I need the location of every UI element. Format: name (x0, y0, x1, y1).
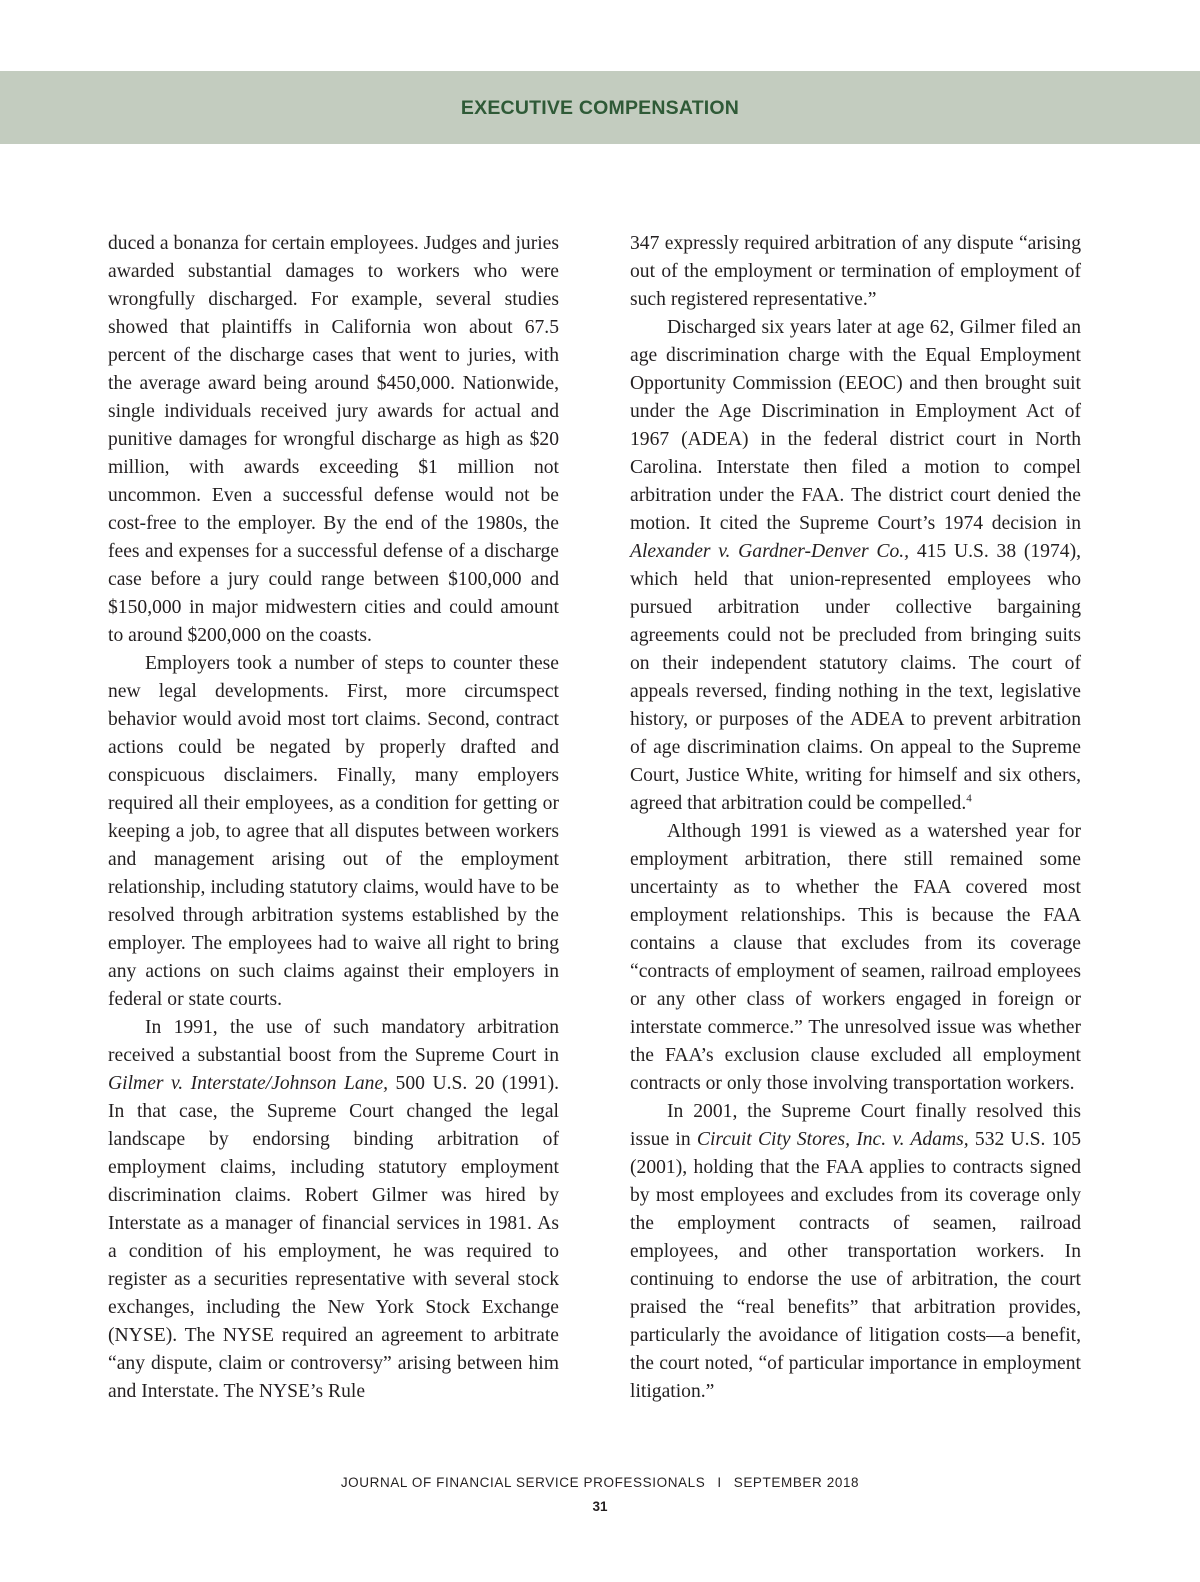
case-citation: Alexander v. Gardner-Denver Co., (630, 541, 910, 562)
paragraph: duced a bonanza for certain employees. Judges and juries awarded substantial damages to workers who were wrongfully discharged. For example, several studies showed that plaintiffs in California won about 67.5 percent of the discharge cases that went to juries, with the average award being around $450,000. Nationwide, single individuals received jury awards for actual and punitive damages for wrongful discharge as high as $20 million, with awards exceeding $1 million not uncommon. Even a successful defense would not be cost-free to the employer. By the end of the 1980s, the fees and expenses for a successful defense of a discharge case before a jury could range between $100,000 and $150,000 in major midwestern cities and could amount to around $200,000 on the coasts. (108, 233, 559, 646)
case-citation: Gilmer v. Interstate/Johnson Lane, (108, 1073, 389, 1094)
paragraph: Employers took a number of steps to counter these new legal developments. First, more circumspect behavior would avoid most tort claims. Second, contract actions could be negated by properly drafted and conspicuous disclaimers. Finally, many employers required all their employees, as a condition for getting or keeping a job, to agree that all disputes between workers and management arising out of the employment relationship, including statutory claims, would have to be resolved through arbitration systems established by the employer. The employees had to waive all right to bring any actions on such claims against their employers in federal or state courts. (108, 653, 559, 1010)
paragraph: Although 1991 is viewed as a watershed year for employment arbitration, there still remained some uncertainty as to whether the FAA covered most employment relationships. This is because the FAA contains a clause that excludes from its coverage “contracts of employment of seamen, railroad employees or any other class of workers engaged in foreign or interstate commerce.” The unresolved issue was whether the FAA’s exclusion clause excluded all employment contracts or only those involving transportation workers. (630, 821, 1081, 1094)
paragraph: 347 expressly required arbitration of any dispute “arising out of the employment or termination of employment of such registered representative.” (630, 233, 1081, 310)
page-number: 31 (592, 1499, 608, 1514)
right-column (630, 230, 1081, 1406)
paragraph-text: 415 U.S. 38 (1974), which held that union-represented employees who pursued arbitration under collective bargaining agreements could not be precluded from bringing suits on their independent statutory claims. The court of appeals reversed, finding nothing in the text, legislative history, or purposes of the ADEA to prevent arbitration of age discrimination claims. On appeal to the Supreme Court, Justice White, writing for himself and six others, agreed that arbitration could be compelled. (630, 541, 1081, 814)
paragraph-text: 500 U.S. 20 (1991). In that case, the Supreme Court changed the legal landscape by endorsing binding arbitration of employment claims, including statutory employment discrimination claims. Robert Gilmer was hired by Interstate as a manager of financial services in 1981. As a condition of his employment, he was required to register as a securities representative with several stock exchanges, including the New York Stock Exchange (NYSE). The NYSE required an agreement to arbitrate “any dispute, claim or controversy” arising between him and Interstate. The NYSE’s Rule (108, 1073, 559, 1402)
journal-name: JOURNAL OF FINANCIAL SERVICE PROFESSIONALS (340, 1475, 706, 1490)
paragraph-text: Discharged six years later at age 62, Gilmer filed an age discrimination charge with the Equal Employment Opportunity Commission (EEOC) and then brought suit under the Age Discrimination in Employment Act of 1967 (ADEA) in the federal district court in North Carolina. Interstate then filed a motion to compel arbitration under the FAA. The district court denied the motion. It cited the Supreme Court’s 1974 decision in (630, 317, 1081, 534)
paragraph-text: 532 U.S. 105 (2001), holding that the FAA applies to contracts signed by most employees and excludes from its coverage only the employment contracts of seamen, railroad employees, and other transportation workers. In continuing to endorse the use of arbitration, the court praised the “real benefits” that arbitration provides, particularly the avoidance of litigation costs—a benefit, the court noted, “of particular importance in employment litigation.” (630, 1129, 1081, 1402)
footer-line (0, 1475, 1200, 1490)
paragraph (630, 314, 1081, 818)
paragraph (108, 1014, 559, 1406)
footnote-marker: 4 (966, 792, 972, 805)
paragraph-text: In 2001, the Supreme Court finally resolved this issue in (630, 1101, 1081, 1150)
paragraph-text: In 1991, the use of such mandatory arbitration received a substantial boost from the Supreme Court in (108, 1017, 559, 1066)
issue-date: SEPTEMBER 2018 (733, 1475, 860, 1490)
case-citation: Circuit City Stores, Inc. v. Adams, (696, 1129, 969, 1150)
left-column (108, 230, 559, 1406)
section-title: EXECUTIVE COMPENSATION (460, 97, 740, 119)
paragraph (630, 1098, 1081, 1406)
footer-separator: I (717, 1475, 722, 1490)
